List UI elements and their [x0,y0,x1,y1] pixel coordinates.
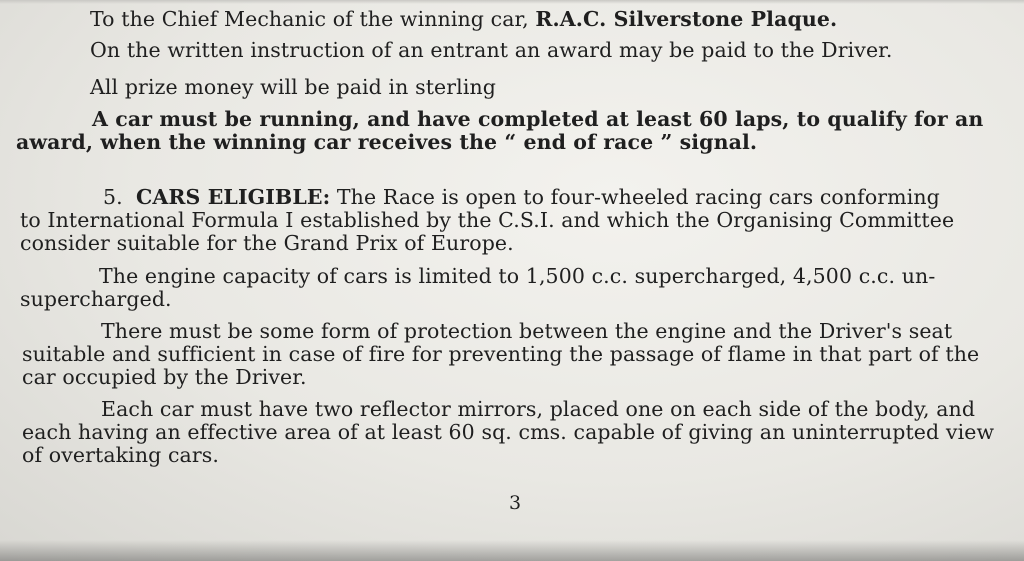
section-number: 5. [103,185,123,209]
bottom-shadow [0,540,1024,561]
section-5-para4-line3: of overtaking cars. [22,443,220,467]
section-5-para4-line1: Each car must have two reflector mirrors, placed one on each side of the body, and [101,397,976,421]
sterling-line: All prize money will be paid in sterling [90,75,497,99]
page-top-edge [0,0,1024,4]
driver-award-line: On the written instruction of an entrant an award may be paid to the Driver. [90,38,893,62]
section-5-para4-line2: each having an effective area of at least 60 sq. cms. capable of giving an uninterrupted view [22,420,995,444]
qualify-line-2: award, when the winning car receives the “ end of race ” signal. [16,130,758,154]
section-heading: CARS ELIGIBLE: [136,185,331,209]
section-5-para3-line2: suitable and sufficient in case of fire for preventing the passage of flame in that part of the [22,342,980,366]
section-5-para3-line1: There must be some form of protection between the engine and the Driver's seat [101,319,953,343]
section-5-para1-line1: The Race is open to four-wheeled racing cars conforming [336,185,940,209]
chief-mechanic-award: R.A.C. Silverstone Plaque. [535,7,838,31]
section-5-para2-line2: supercharged. [20,287,172,311]
section-5-para2-line1: The engine capacity of cars is limited to 1,500 c.c. supercharged, 4,500 c.c. un- [99,264,936,288]
section-5-para3-line3: car occupied by the Driver. [22,365,307,389]
chief-mechanic-line [90,8,837,30]
section-5-para1-line3: consider suitable for the Grand Prix of Europe. [20,231,514,255]
qualify-line-1: A car must be running, and have completed at least 60 laps, to qualify for an [92,107,984,131]
page-number: 3 [509,492,522,514]
section-5-first-line [103,186,940,208]
section-5-para1-line2: to International Formula I established by the C.S.I. and which the Organising Committee [20,208,955,232]
chief-mechanic-prefix: To the Chief Mechanic of the winning car, [90,7,536,31]
